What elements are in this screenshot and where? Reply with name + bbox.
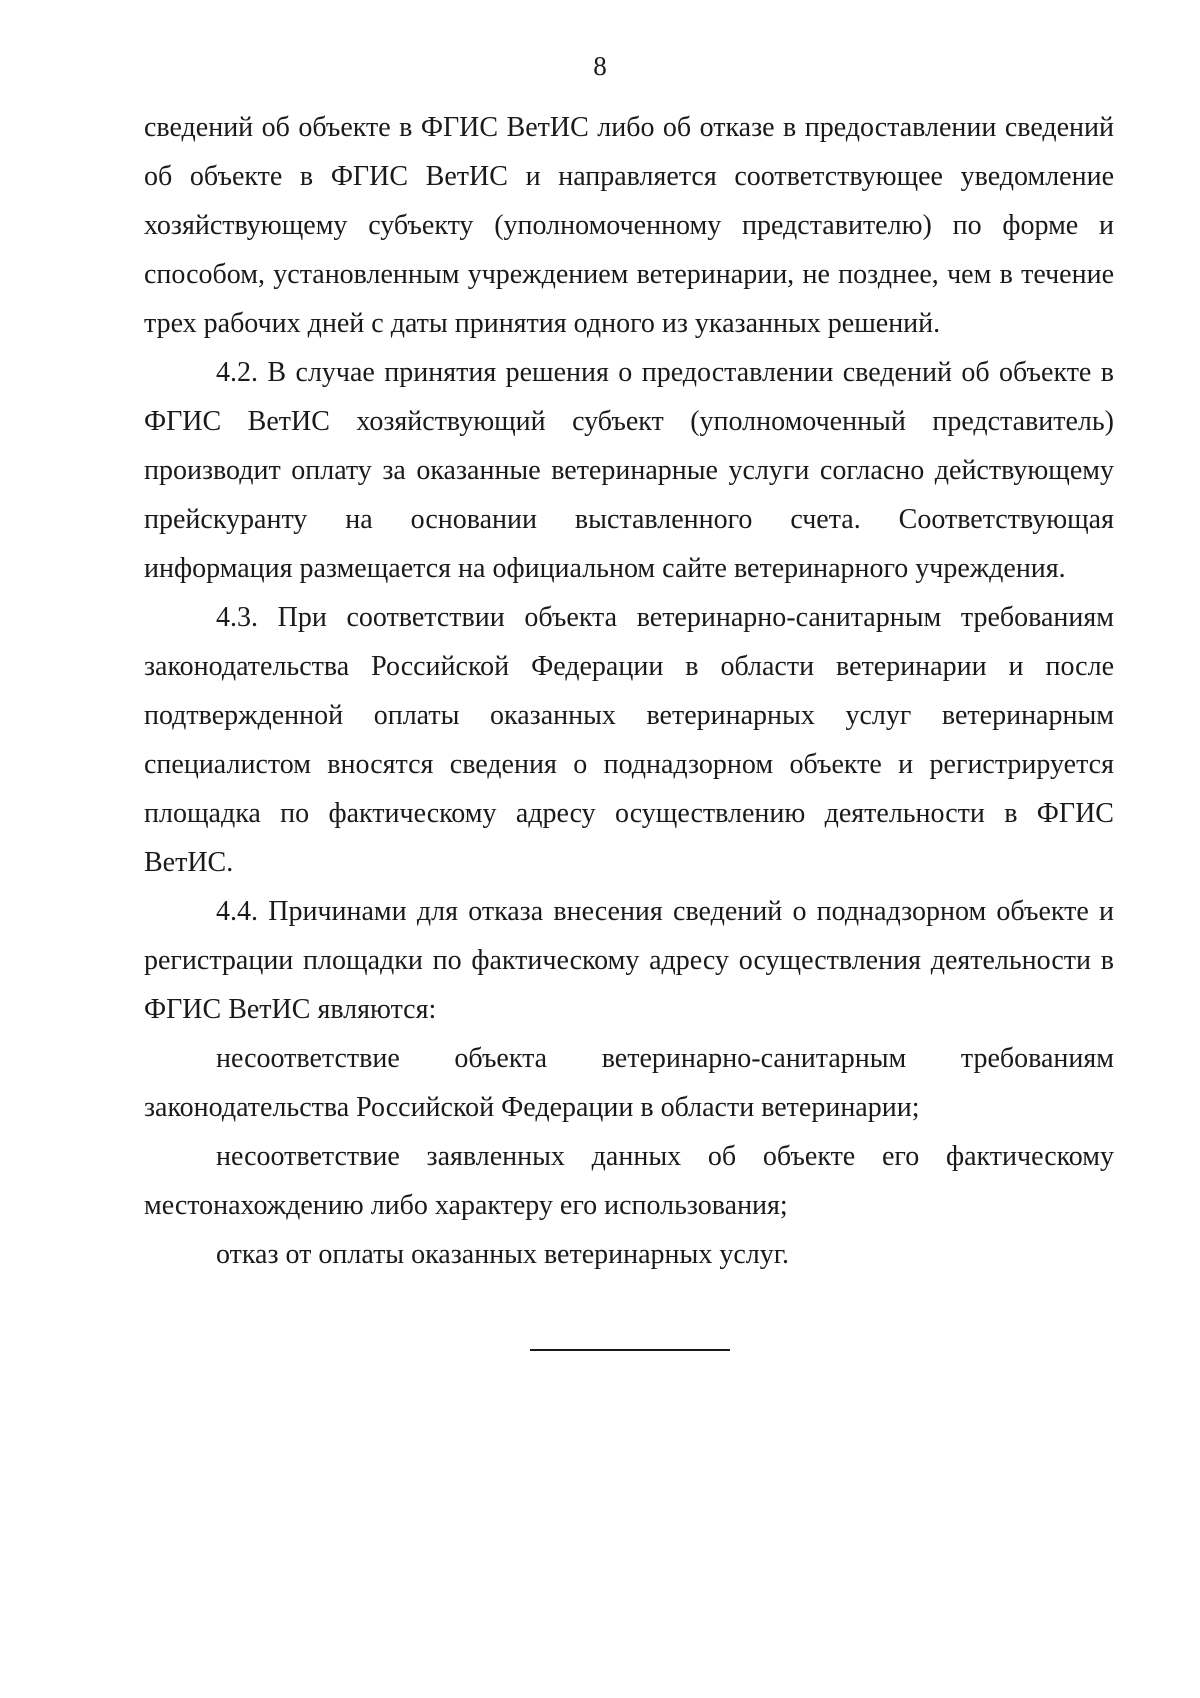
reason-item-1: несоответствие объекта ветеринарно-санитарным требованиям законодательства Российской Федерации в области ветеринарии; — [144, 1043, 1114, 1123]
document-body — [144, 103, 1114, 1279]
reason-item-2: несоответствие заявленных данных об объекте его фактическому местонахождению либо характеру его использования; — [144, 1141, 1114, 1221]
paragraph-4-4: 4.4. Причинами для отказа внесения сведений о поднадзорном объекте и регистрации площадки по фактическому адресу осуществления деятельности в ФГИС ВетИС являются: — [144, 896, 1114, 1025]
paragraph-continuation: сведений об объекте в ФГИС ВетИС либо об отказе в предоставлении сведений об объекте в ФГИС ВетИС и направляется соответствующее уведомление хозяйствующему субъекту (уполномоченному представителю) по форме и способом, установленным учреждением ветеринарии, не позднее, чем в течение трех рабочих дней с даты принятия одного из указанных решений. — [144, 112, 1114, 339]
paragraph-4-3: 4.3. При соответствии объекта ветеринарно-санитарным требованиям законодательства Российской Федерации в области ветеринарии и после подтвержденной оплаты оказанных ветеринарных услуг ветеринарным специалистом вносятся сведения о поднадзорном объекте и регистрируется площадка по фактическому адресу осуществлению деятельности в ФГИС ВетИС. — [144, 602, 1114, 878]
end-of-document-rule — [530, 1349, 730, 1351]
reason-item-3: отказ от оплаты оказанных ветеринарных услуг. — [216, 1239, 790, 1270]
paragraph-4-2: 4.2. В случае принятия решения о предоставлении сведений об объекте в ФГИС ВетИС хозяйствующий субъект (уполномоченный представитель) производит оплату за оказанные ветеринарные услуги согласно действующему прейскуранту на основании выставленного счета. Соответствующая информация размещается на официальном сайте ветеринарного учреждения. — [144, 357, 1114, 584]
page-number: 8 — [593, 51, 607, 81]
